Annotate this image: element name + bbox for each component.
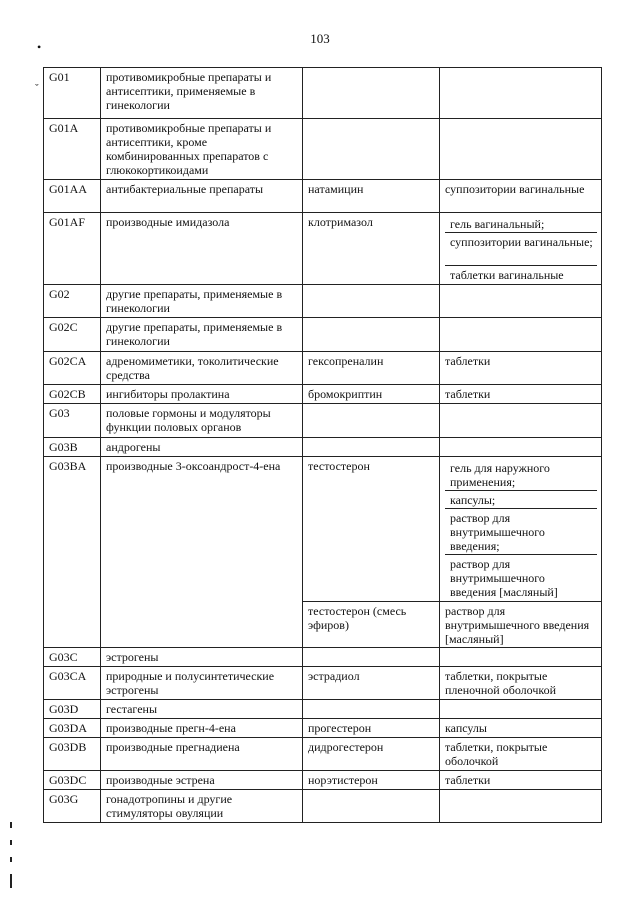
drug-name [303,119,440,180]
group-name: гестагены [101,700,303,719]
group-name: противомикробные препараты и антисептики, применяемые в гинекологии [101,68,303,119]
dosage-form [440,790,602,823]
dosage-form: суппозитории вагинальные; [445,232,597,265]
page-number: 103 [310,31,330,46]
dosage-form: таблетки, покрытые пленочной оболочкой [440,667,602,700]
dosage-form-list [440,457,602,602]
group-name: другие препараты, применяемые в гинекологии [101,285,303,318]
drug-name [303,68,440,119]
group-name: противомикробные препараты и антисептики, кроме комбинированных препаратов с глюкокортикоидами [101,119,303,180]
group-name: производные имидазола [101,213,303,285]
group-name: эстрогены [101,648,303,667]
table-row [44,285,602,318]
drug-name [303,285,440,318]
drug-name: гексопреналин [303,352,440,385]
group-name: гонадотропины и другие стимуляторы овуляции [101,790,303,823]
dosage-form: капсулы; [445,490,597,508]
dosage-form: суппозитории вагинальные [440,180,602,213]
table-row [44,457,602,602]
group-name: ингибиторы пролактина [101,385,303,404]
drug-name: натамицин [303,180,440,213]
group-name: андрогены [101,438,303,457]
drug-name [303,700,440,719]
drug-name: эстрадиол [303,667,440,700]
dosage-form: гель для наружного применения; [450,461,550,489]
table-row [44,180,602,213]
dosage-form [440,648,602,667]
drug-name: дидрогестерон [303,738,440,771]
atc-code: G03DB [44,738,101,771]
table-row [44,771,602,790]
atc-code: G01AA [44,180,101,213]
table-row [44,352,602,385]
dosage-form: таблетки [440,385,602,404]
atc-code: G03D [44,700,101,719]
atc-code: G02CA [44,352,101,385]
dosage-form [440,119,602,180]
table-row [44,213,602,285]
dosage-form [440,318,602,352]
atc-code: G01AF [44,213,101,285]
group-name: производные 3-оксоандрост-4-ена [101,457,303,648]
drug-name [303,790,440,823]
atc-code: G02 [44,285,101,318]
dosage-form: таблетки [440,352,602,385]
dosage-form [440,438,602,457]
group-name: антибактериальные препараты [101,180,303,213]
atc-code: G03CA [44,667,101,700]
dosage-form: таблетки [440,771,602,790]
dosage-form: гель вагинальный; [450,217,545,231]
drug-name: тестостерон (смесь эфиров) [303,602,440,648]
atc-code: G03B [44,438,101,457]
table-row [44,700,602,719]
dosage-form: раствор для внутримышечного введения [масляный] [445,554,597,600]
dosage-form [440,285,602,318]
dosage-form: таблетки вагинальные [445,265,597,283]
drug-name: тестостерон [303,457,440,602]
dosage-form-list [440,213,602,285]
margin-tick-mark: ˬ [35,74,39,86]
dosage-form: капсулы [440,719,602,738]
group-name: производные эстрена [101,771,303,790]
table-row [44,667,602,700]
atc-code: G02C [44,318,101,352]
dosage-form: раствор для внутримышечного введения; [445,508,597,554]
table-row [44,438,602,457]
atc-code: G03DA [44,719,101,738]
drug-name [303,318,440,352]
drug-name [303,404,440,438]
dosage-form [440,404,602,438]
group-name: половые гормоны и модуляторы функции половых органов [101,404,303,438]
group-name: другие препараты, применяемые в гинекологии [101,318,303,352]
table-row [44,719,602,738]
table-row [44,318,602,352]
dosage-form [440,68,602,119]
atc-code: G02CB [44,385,101,404]
table-row [44,790,602,823]
dosage-form: раствор для внутримышечного введения [масляный] [440,602,602,648]
table-row [44,738,602,771]
drug-classification-table [43,67,602,823]
table-row [44,385,602,404]
table-row [44,648,602,667]
drug-name [303,648,440,667]
table-row [44,68,602,119]
atc-code: G03DC [44,771,101,790]
drug-name: бромокриптин [303,385,440,404]
atc-code: G01A [44,119,101,180]
group-name: природные и полусинтетические эстрогены [101,667,303,700]
atc-code: G03 [44,404,101,438]
group-name: адреномиметики, токолитические средства [101,352,303,385]
dosage-form: таблетки, покрытые оболочкой [440,738,602,771]
drug-name [303,438,440,457]
drug-name: прогестерон [303,719,440,738]
margin-bullet-mark: • [37,40,42,54]
group-name: производные прегнадиена [101,738,303,771]
atc-code: G03G [44,790,101,823]
atc-code: G03C [44,648,101,667]
atc-code: G01 [44,68,101,119]
group-name: производные прегн-4-ена [101,719,303,738]
table-row [44,119,602,180]
drug-name: клотримазол [303,213,440,285]
table-row [44,404,602,438]
dosage-form [440,700,602,719]
drug-name: норэтистерон [303,771,440,790]
scan-edge-marks [10,822,16,900]
atc-code: G03BA [44,457,101,648]
